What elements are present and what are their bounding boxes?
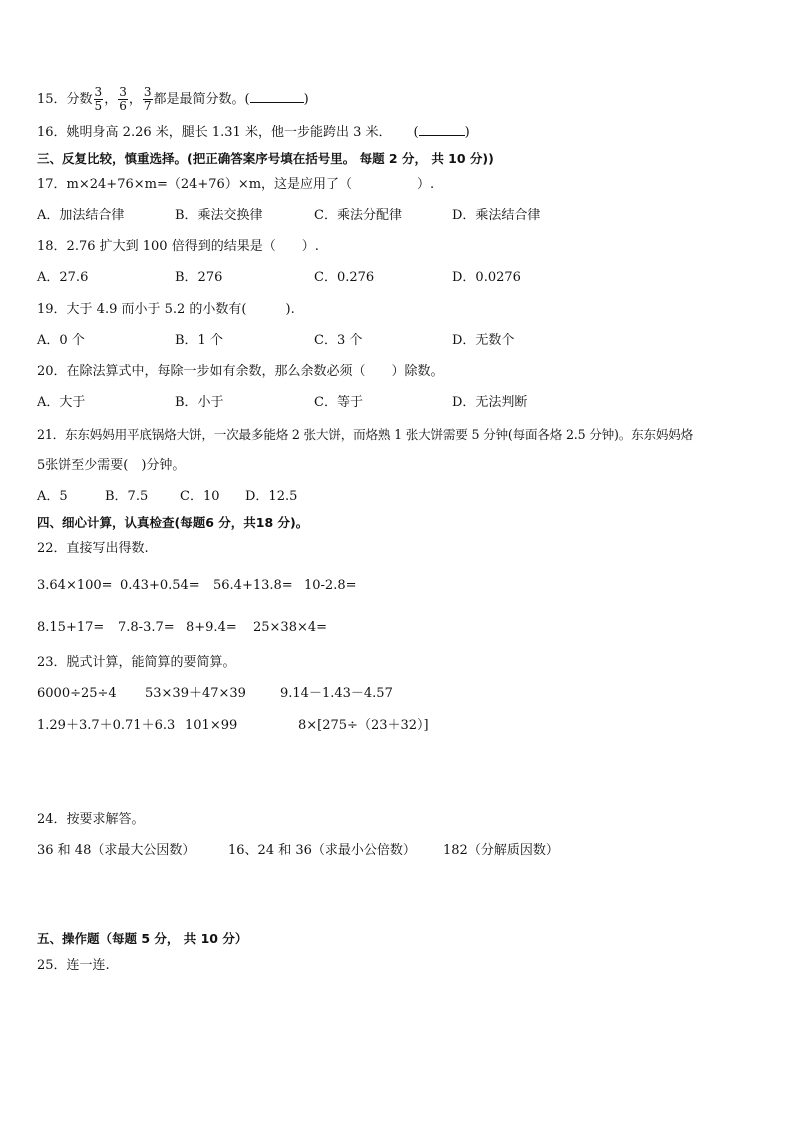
q16-text: 16．姚明身高 2.26 米，腿长 1.31 米，他一步能跨出 3 米．	[37, 125, 392, 140]
q19-option-c[interactable]: C．3 个	[314, 333, 363, 348]
question-19-stem: 19．大于 4.9 而小于 5.2 的小数有( ).	[37, 302, 295, 317]
q17-option-d[interactable]: D．乘法结合律	[452, 208, 541, 223]
q20-option-d[interactable]: D．无法判断	[452, 395, 528, 410]
q18-option-b[interactable]: B．276	[175, 270, 223, 285]
q18-option-d[interactable]: D．0.0276	[452, 270, 521, 285]
fraction-3-7: $\frac{3}{7}$	[143, 85, 152, 113]
q19-option-d[interactable]: D．无数个	[452, 333, 515, 348]
question-20-stem: 20．在除法算式中，每除一步如有余数，那么余数必须（ ）除数。	[37, 364, 444, 379]
q22-expr-2: 0.43+0.54=	[120, 578, 200, 593]
question-21-line-2: 5张饼至少需要( )分钟。	[37, 458, 186, 473]
q22-expr-5: 8.15+17=	[37, 620, 105, 635]
q24-item-2: 16、24 和 36（求最小公倍数）	[228, 843, 416, 858]
q22-expr-6: 7.8-3.7=	[118, 620, 175, 635]
q19-option-b[interactable]: B．1 个	[175, 333, 223, 348]
question-16: 16．姚明身高 2.26 米，腿长 1.31 米，他一步能跨出 3 米． ( )	[37, 125, 470, 140]
q23-expr-6: 8×[275÷（23＋32）]	[298, 718, 429, 733]
q22-expr-4: 10-2.8=	[304, 578, 357, 593]
q20-option-c[interactable]: C．等于	[314, 395, 363, 410]
question-15: 15．分数 $\frac{3}{5}$ ， $\frac{3}{6}$ ， $\frac{3}{7}$ 都是最简分数。( )	[37, 85, 309, 113]
section-5-heading: 五、操作题（每题 5 分， 共 10 分）	[37, 931, 248, 946]
q17-option-c[interactable]: C．乘法分配律	[314, 208, 402, 223]
q23-expr-1: 6000÷25÷4	[37, 686, 117, 701]
q21-option-b[interactable]: B．7.5	[105, 489, 149, 504]
q22-expr-1: 3.64×100=	[37, 578, 113, 593]
question-22-stem: 22．直接写出得数.	[37, 541, 149, 556]
q22-expr-7: 8+9.4=	[186, 620, 237, 635]
q15-suffix: 都是最简分数。(	[153, 92, 250, 107]
q18-option-c[interactable]: C．0.276	[314, 270, 375, 285]
q23-expr-5: 101×99	[185, 718, 238, 733]
q23-expr-3: 9.14－1.43－4.57	[280, 686, 393, 701]
question-24-stem: 24．按要求解答。	[37, 812, 145, 827]
q20-option-a[interactable]: A．大于	[37, 395, 86, 410]
question-18-stem: 18．2.76 扩大到 100 倍得到的结果是（ ）.	[37, 239, 319, 254]
q18-option-a[interactable]: A．27.6	[37, 270, 89, 285]
q23-expr-2: 53×39＋47×39	[145, 686, 246, 701]
q22-expr-3: 56.4+13.8=	[213, 578, 293, 593]
q17-option-a[interactable]: A．加法结合律	[37, 208, 125, 223]
question-17-stem: 17．m×24+76×m=（24+76）×m，这是应用了（ ）.	[37, 177, 435, 192]
q21-option-d[interactable]: D．12.5	[245, 489, 298, 504]
q22-expr-8: 25×38×4=	[253, 620, 328, 635]
q17-option-b[interactable]: B．乘法交换律	[175, 208, 263, 223]
q23-expr-4: 1.29＋3.7＋0.71＋6.3	[37, 718, 176, 733]
section-3-heading: 三、反复比较，慎重选择。(把正确答案序号填在括号里。 每题 2 分， 共 10 分))	[37, 151, 494, 166]
fraction-3-6: $\frac{3}{6}$	[119, 85, 127, 113]
question-23-stem: 23．脱式计算，能简算的要简算。	[37, 655, 236, 670]
fraction-3-5: $\frac{3}{5}$	[94, 85, 103, 113]
q24-item-3: 182（分解质因数）	[443, 843, 559, 858]
q19-option-a[interactable]: A．0 个	[37, 333, 85, 348]
question-21-line-1: 21．东东妈妈用平底锅烙大饼，一次最多能烙 2 张大饼，而烙熟 1 张大饼需要 5 分钟(每面各烙 2.5 分钟)。东东妈妈烙	[37, 427, 694, 442]
q21-option-c[interactable]: C．10	[180, 489, 220, 504]
q15-prefix: 15．分数	[37, 92, 93, 107]
section-4-heading: 四、细心计算，认真检查(每题6 分，共18 分)。	[37, 515, 309, 530]
q24-item-1: 36 和 48（求最大公因数）	[37, 843, 196, 858]
answer-blank[interactable]	[419, 135, 465, 136]
q21-option-a[interactable]: A．5	[37, 489, 68, 504]
question-25-stem: 25．连一连.	[37, 958, 110, 973]
q20-option-b[interactable]: B．小于	[175, 395, 224, 410]
answer-blank[interactable]	[250, 102, 304, 103]
